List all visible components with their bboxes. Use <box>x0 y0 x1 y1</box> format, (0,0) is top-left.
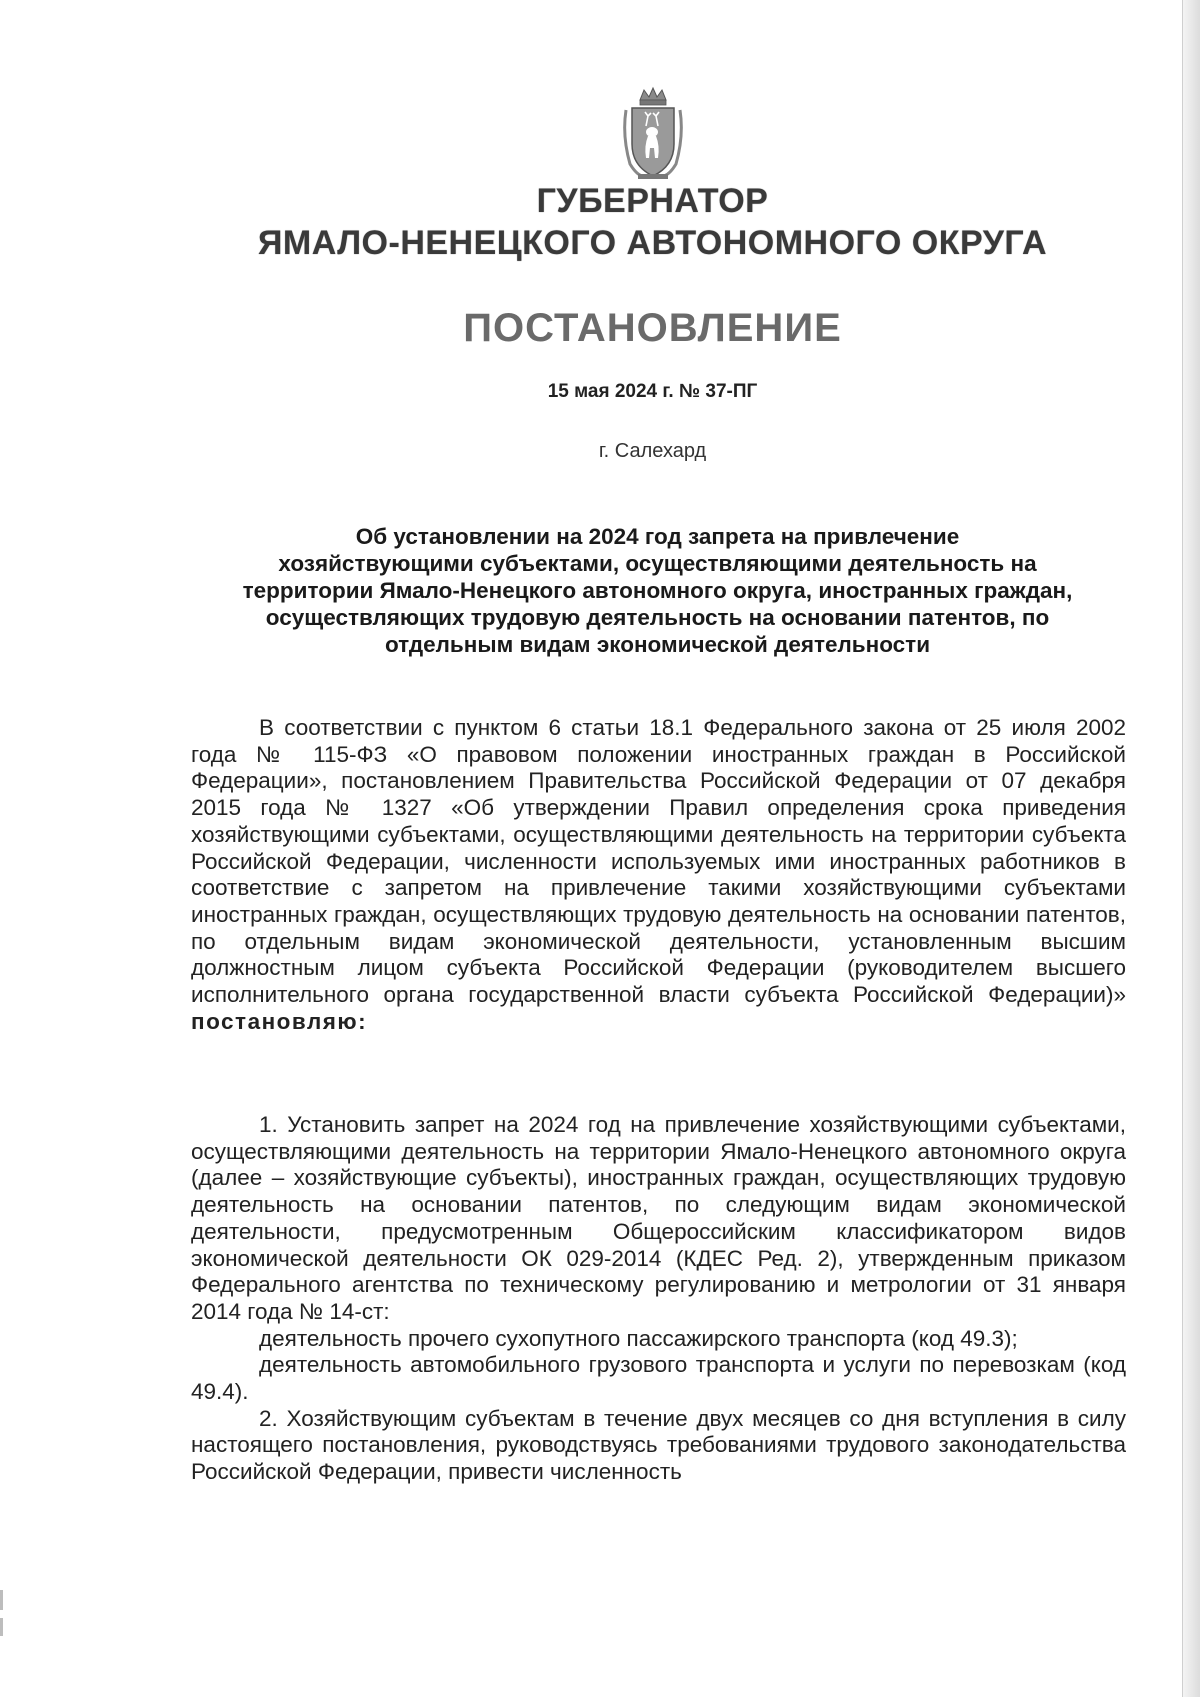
item-1-sub-1: деятельность прочего сухопутного пассажирского транспорта (код 49.3); <box>259 1325 1018 1351</box>
authority-line-1: ГУБЕРНАТОР <box>536 182 769 220</box>
decree-word: постановляю: <box>191 1008 368 1034</box>
title-line: Об установлении на 2024 год запрета на привлечение <box>355 524 960 549</box>
date-and-number: 15 мая 2024 г. № 37-ПГ <box>547 381 758 402</box>
scan-edge-mark <box>0 1590 3 1610</box>
preamble-paragraph <box>191 715 1126 1035</box>
document-title <box>190 523 1125 658</box>
preamble-text: В соответствии с пунктом 6 статьи 18.1 Федерального закона от 25 июля 2002 года № 115-ФЗ «О правовом положении иностранных граждан в Российской Федерации», постановлением Правительства Российской Федерации от 07 декабря 2015 года № 1327 «Об утверждении Правил определения срока приведения хозяйствующими субъектами, осуществляющими деятельность на территории субъекта Российской Федерации, численности используемых ими иностранных работников в соответствие с запретом на привлечение такими хозяйствующими субъектами иностранных граждан, осуществляющих трудовую деятельность на основании патентов, по отдельным видам экономической деятельности, установленным высшим должностным лицом субъекта Российской Федерации (руководителем высшего исполнительного органа государственной власти субъекта Российской Федерации)» <box>191 715 1126 1008</box>
title-line: территории Ямало-Ненецкого автономного округа, иностранных граждан, <box>242 578 1073 603</box>
scan-page-edge <box>1182 0 1200 1697</box>
item-1: 1. Установить запрет на 2024 год на привлечение хозяйствующими субъектами, осуществляющими деятельность на территории Ямало-Ненецкого автономного округа (далее – хозяйствующие субъекты), иностранных граждан, осуществляющих трудовую деятельность на основании патентов, по следующим видам экономической деятельности, предусмотренным Общероссийским классификатором видов экономической деятельности ОК 029-2014 (КДЕС Ред. 2), утвержденным приказом Федерального агентства по техническому регулированию и метрологии от 31 января 2014 года № 14-ст: <box>191 1112 1126 1324</box>
title-line: хозяйствующими субъектами, осуществляющими деятельность на <box>278 551 1037 576</box>
city: г. Салехард <box>598 440 707 462</box>
title-line: отдельным видам экономической деятельности <box>384 632 931 657</box>
scan-edge-mark <box>0 1618 3 1636</box>
authority-line-2: ЯМАЛО-НЕНЕЦКОГО АВТОНОМНОГО ОКРУГА <box>257 224 1048 262</box>
item-1-sub-2: деятельность автомобильного грузового транспорта и услуги по перевозкам (код 49.4). <box>191 1352 1126 1405</box>
document-type: ПОСТАНОВЛЕНИЕ <box>463 306 842 350</box>
operative-section <box>191 1112 1126 1486</box>
title-line: осуществляющих трудовую деятельность на основании патентов, по <box>265 605 1050 630</box>
item-2: 2. Хозяйствующим субъектам в течение двух месяцев со дня вступления в силу настоящего постановления, руководствуясь требованиями трудового законодательства Российской Федерации, привести численность <box>191 1405 1126 1485</box>
coat-of-arms-icon <box>618 86 688 182</box>
